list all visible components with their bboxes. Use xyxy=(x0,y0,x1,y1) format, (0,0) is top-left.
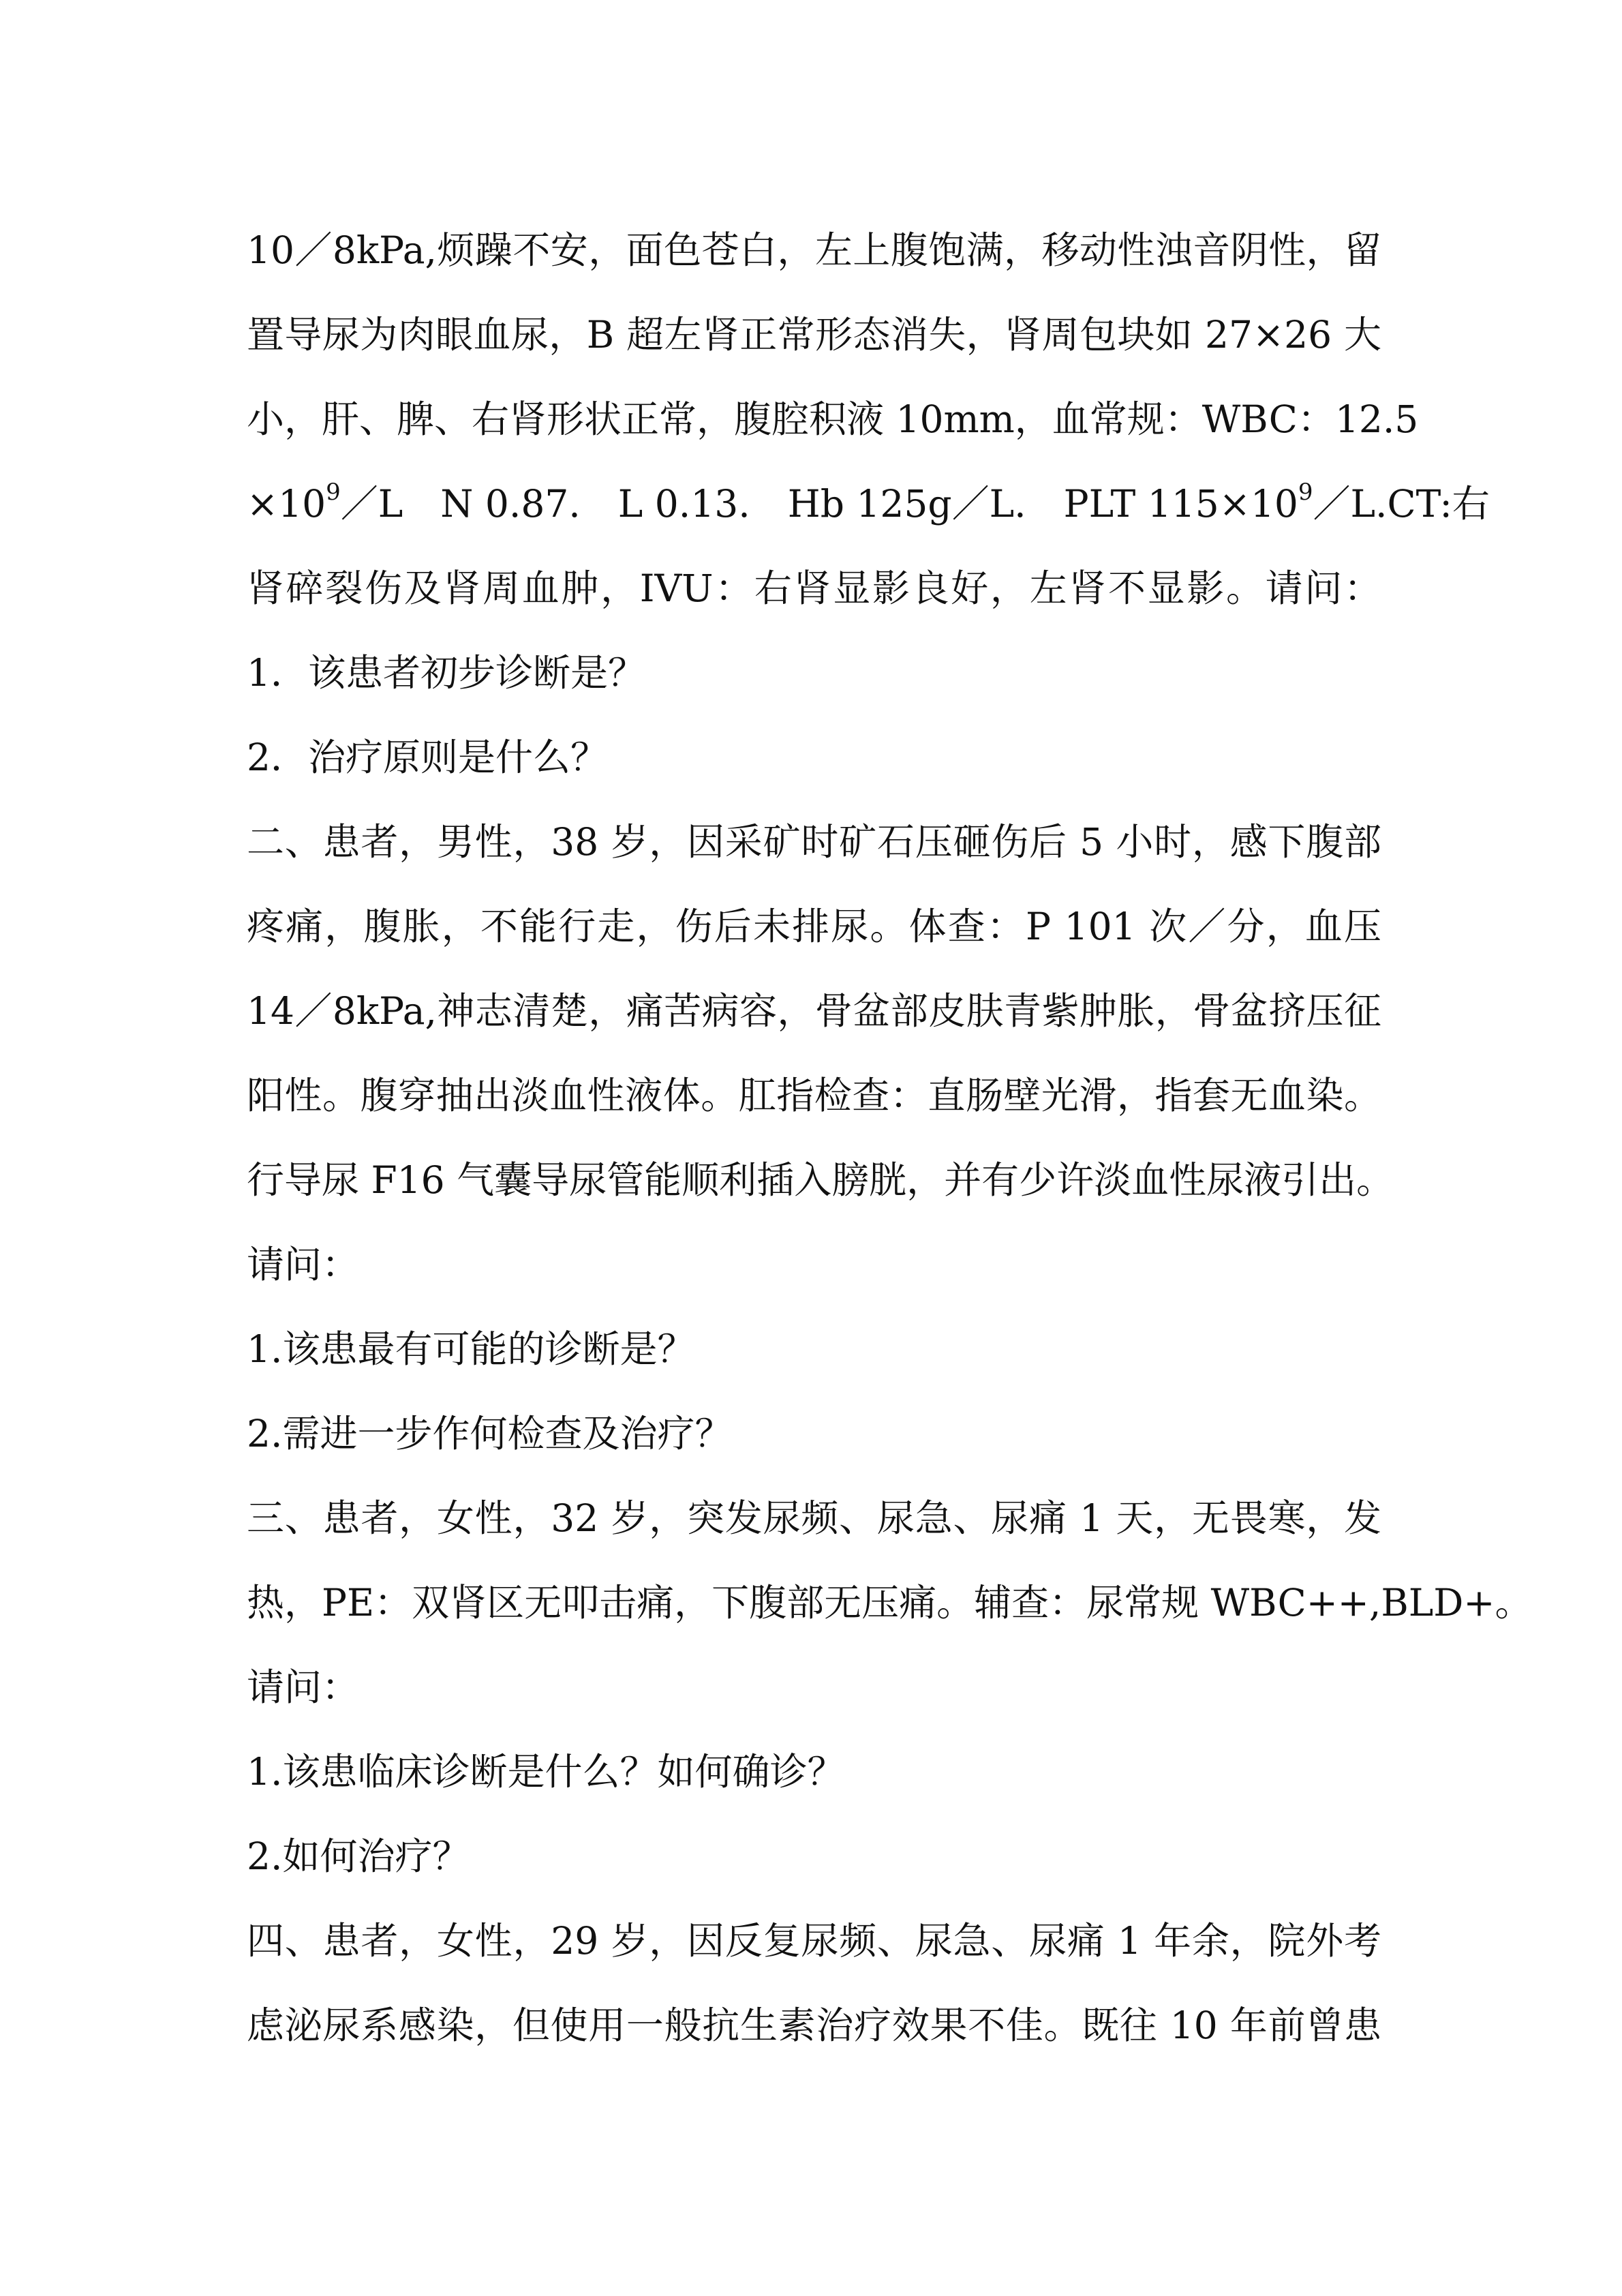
question-line: 2．治疗原则是什么？ xyxy=(247,736,608,779)
superscript: 9 xyxy=(326,478,341,506)
text-line: 10／8kPa,烦躁不安，面色苍白，左上腹饱满，移动性浊音阴性，留 xyxy=(247,228,1381,272)
case-heading-line: 四、患者，女性，29 岁，因反复尿频、尿急、尿痛 1 年余，院外考 xyxy=(247,1919,1381,1963)
text-line: 肾碎裂伤及肾周血肿，IVU：右肾显影良好，左肾不显影。请问： xyxy=(247,567,1381,610)
text-line: 小，肝、脾、右肾形状正常，腹腔积液 10mm，血常规：WBC：12.5 xyxy=(247,397,1419,441)
superscript: 9 xyxy=(1298,478,1313,506)
question-line: 1．该患者初步诊断是？ xyxy=(247,651,645,695)
text-line xyxy=(247,462,1490,546)
text-segment: ／L.CT:右 xyxy=(1313,482,1490,526)
text-line: 热，PE：双肾区无叩击痛，下腹部无压痛。辅查：尿常规 WBC++,BLD+。 xyxy=(247,1581,1533,1625)
text-segment: ／L N 0.87. L 0.13. Hb 125g／L. PLT 115×10 xyxy=(340,482,1298,526)
case-heading-line: 二、患者，男性，38 岁，因采矿时矿石压砸伤后 5 小时，感下腹部 xyxy=(247,820,1381,864)
question-prompt: 请问： xyxy=(247,1665,360,1709)
case-heading-line: 三、患者，女性，32 岁，突发尿频、尿急、尿痛 1 天，无畏寒，发 xyxy=(247,1496,1381,1540)
question-line: 1.该患最有可能的诊断是？ xyxy=(247,1327,695,1371)
question-line: 2.需进一步作何检查及治疗？ xyxy=(247,1412,733,1455)
document-body xyxy=(247,208,1533,2068)
question-prompt: 请问： xyxy=(247,1243,360,1286)
text-line: 疼痛，腹胀，不能行走，伤后未排尿。体查：P 101 次／分，血压 xyxy=(247,905,1381,948)
text-line: 阳性。腹穿抽出淡血性液体。肛指检查：直肠壁光滑，指套无血染。 xyxy=(247,1074,1381,1117)
text-line: 14／8kPa,神志清楚，痛苦病容，骨盆部皮肤青紫肿胀，骨盆挤压征 xyxy=(247,989,1381,1033)
text-segment: ×10 xyxy=(247,482,326,526)
text-line: 置导尿为肉眼血尿，B 超左肾正常形态消失，肾周包块如 27×26 大 xyxy=(247,313,1381,357)
text-line: 行导尿 F16 气囊导尿管能顺利插入膀胱，并有少许淡血性尿液引出。 xyxy=(247,1158,1394,1202)
question-line: 1.该患临床诊断是什么？如何确诊？ xyxy=(247,1750,845,1794)
text-line: 虑泌尿系感染，但使用一般抗生素治疗效果不佳。既往 10 年前曾患 xyxy=(247,2004,1381,2047)
question-line: 2.如何治疗？ xyxy=(247,1834,470,1878)
